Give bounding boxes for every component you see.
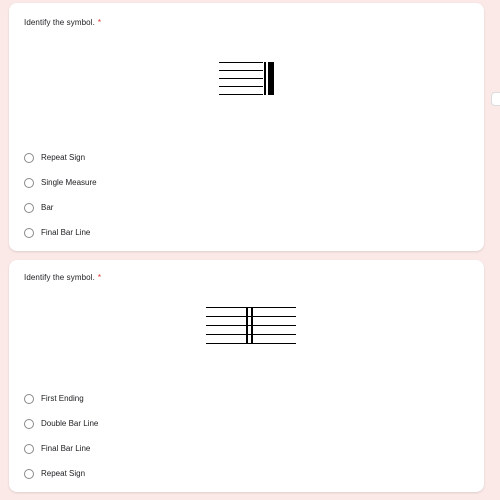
question-card-2	[9, 260, 484, 492]
radio-button[interactable]	[24, 469, 34, 479]
radio-button[interactable]	[24, 203, 34, 213]
option-label: First Ending	[41, 394, 84, 403]
option-label: Final Bar Line	[41, 444, 91, 453]
final-bar-line-image	[219, 58, 279, 103]
option-bar[interactable]	[24, 195, 97, 220]
radio-button[interactable]	[24, 419, 34, 429]
option-single-measure[interactable]	[24, 170, 97, 195]
option-label: Double Bar Line	[41, 419, 99, 428]
option-label: Single Measure	[41, 178, 97, 187]
option-label: Repeat Sign	[41, 469, 86, 478]
radio-button[interactable]	[24, 394, 34, 404]
required-asterisk: *	[97, 18, 102, 27]
option-label: Final Bar Line	[41, 228, 91, 237]
option-final-bar-line[interactable]	[24, 436, 98, 461]
radio-button[interactable]	[24, 444, 34, 454]
option-repeat-sign[interactable]	[24, 145, 97, 170]
option-final-bar-line[interactable]	[24, 220, 97, 245]
radio-button[interactable]	[24, 228, 34, 238]
options-list	[24, 386, 98, 486]
required-asterisk: *	[97, 273, 102, 282]
question-card-1	[9, 3, 484, 251]
question-title	[24, 273, 101, 282]
option-double-bar-line[interactable]	[24, 411, 98, 436]
radio-button[interactable]	[24, 153, 34, 163]
option-repeat-sign[interactable]	[24, 461, 98, 486]
option-label: Repeat Sign	[41, 153, 86, 162]
options-list	[24, 145, 97, 245]
radio-button[interactable]	[24, 178, 34, 188]
option-label: Bar	[41, 203, 54, 212]
double-bar-line-image	[206, 304, 298, 349]
question-title-text: Identify the symbol.	[24, 18, 95, 27]
option-first-ending[interactable]	[24, 386, 98, 411]
question-title	[24, 18, 101, 27]
side-toolbar-tab[interactable]	[491, 92, 500, 106]
question-title-text: Identify the symbol.	[24, 273, 95, 282]
